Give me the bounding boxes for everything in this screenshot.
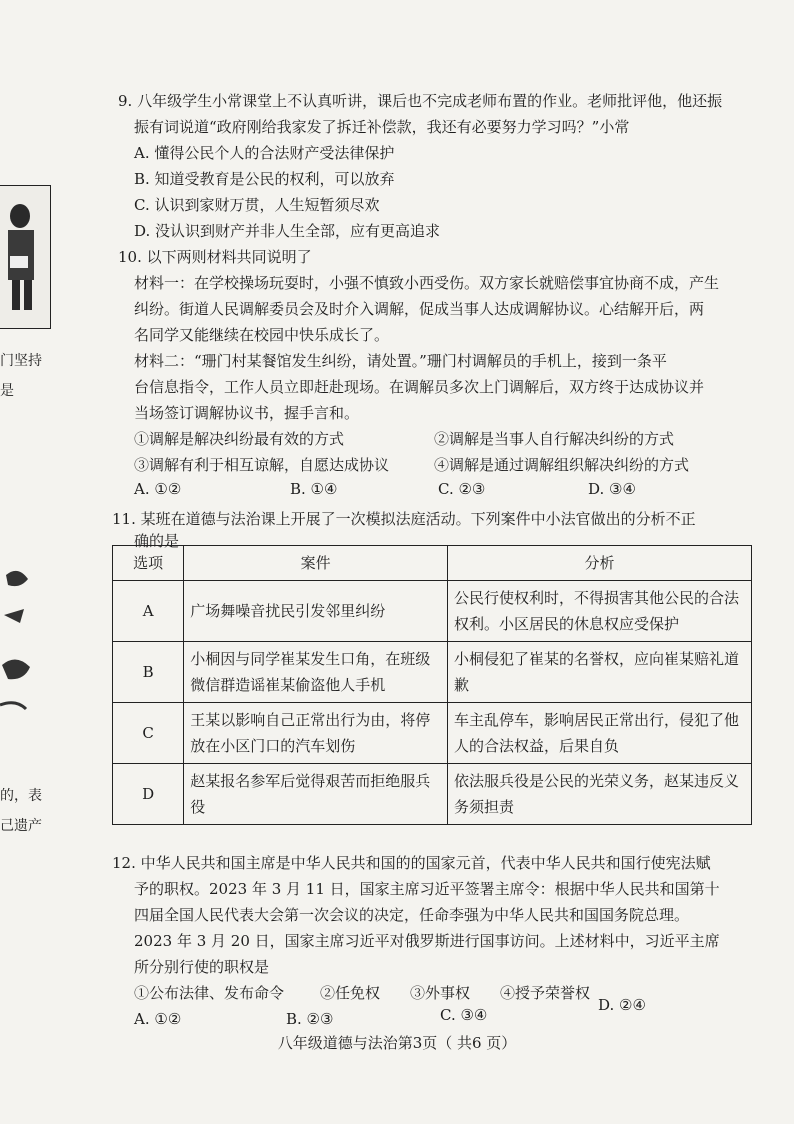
q12-item-1: ①公布法律、发布命令	[134, 984, 285, 1002]
q12-option-b: B. ②③	[286, 1010, 334, 1028]
q10-item-1: ①调解是解决纠纷最有效的方式	[134, 430, 345, 448]
case-analysis-table	[112, 545, 752, 825]
q12-stem-line5: 所分别行使的职权是	[134, 958, 270, 976]
row-option: B	[113, 642, 184, 703]
table-row	[113, 764, 752, 825]
q12-item-3: ③外事权	[410, 984, 471, 1002]
row-analysis: 依法服兵役是公民的光荣义务，赵某违反义务须担责	[448, 764, 752, 825]
q11-stem-line2: 确的是	[134, 532, 180, 550]
q9-stem-line1: 9. 八年级学生小常课堂上不认真听讲，课后也不完成老师布置的作业。老师批评他，他还振	[118, 92, 723, 110]
q12-stem-line1: 12. 中华人民共和国主席是中华人民共和国的的国家元首，代表中华人民共和国行使宪法赋	[112, 854, 711, 872]
q10-material1-line2: 纠纷。街道人民调解委员会及时介入调解，促成当事人达成调解协议。心结解开后，两	[134, 300, 705, 318]
q10-item-4: ④调解是通过调解组织解决纠纷的方式	[434, 456, 690, 474]
q10-item-3: ③调解有利于相互谅解，自愿达成协议	[134, 456, 390, 474]
q10-option-b: B. ①④	[290, 480, 338, 498]
row-case: 王某以影响自己正常出行为由，将停放在小区门口的汽车划伤	[184, 703, 448, 764]
q10-option-d: D. ③④	[588, 480, 636, 498]
q9-stem-line2: 振有词说道“政府刚给我家发了拆迁补偿款，我还有必要努力学习吗？”小常	[134, 118, 630, 136]
q10-option-a: A. ①②	[134, 480, 182, 498]
header-analysis: 分析	[448, 546, 752, 581]
q12-option-d: D. ②④	[598, 996, 646, 1014]
q9-option-c: C. 认识到家财万贯，人生短暂须尽欢	[134, 196, 380, 214]
q11-stem-line1: 11. 某班在道德与法治课上开展了一次模拟法庭活动。下列案件中小法官做出的分析不正	[112, 510, 696, 528]
q12-stem-line2: 予的职权。2023 年 3 月 11 日，国家主席习近平签署主席令：根据中华人民共和国第十	[134, 880, 720, 898]
left-fragment: 门坚持	[0, 353, 42, 369]
q10-material2-line1: 材料二：“珊门村某餐馆发生纠纷，请处置。”珊门村调解员的手机上，接到一条平	[134, 352, 667, 370]
q9-option-d: D. 没认识到财产并非人生全部，应有更高追求	[134, 222, 441, 240]
row-case: 广场舞噪音扰民引发邻里纠纷	[184, 581, 448, 642]
q12-stem-line3: 四届全国人民代表大会第一次会议的决定，任命李强为中华人民共和国国务院总理。	[134, 906, 690, 924]
row-analysis: 车主乱停车，影响居民正常出行，侵犯了他人的合法权益，后果自负	[448, 703, 752, 764]
table-header-row	[113, 546, 752, 581]
q10-item-2: ②调解是当事人自行解决纠纷的方式	[434, 430, 675, 448]
row-case: 小桐因与同学崔某发生口角，在班级微信群造谣崔某偷盗他人手机	[184, 642, 448, 703]
row-option: C	[113, 703, 184, 764]
row-option: A	[113, 581, 184, 642]
q12-option-a: A. ①②	[134, 1010, 182, 1028]
q12-item-4: ④授予荣誉权	[500, 984, 591, 1002]
q9-option-a: A. 懂得公民个人的合法财产受法律保护	[134, 144, 395, 162]
page-footer: 八年级道德与法治第3页（ 共6 页）	[277, 1034, 517, 1052]
left-fragment: 的，表	[0, 788, 42, 804]
table-row	[113, 581, 752, 642]
q10-material1-line3: 名同学又能继续在校园中快乐成长了。	[134, 326, 390, 344]
header-case: 案件	[184, 546, 448, 581]
table-row	[113, 703, 752, 764]
left-fragment: 己遗产	[0, 818, 42, 834]
q10-stem: 10. 以下两则材料共同说明了	[118, 248, 312, 266]
q12-item-2: ②任免权	[320, 984, 381, 1002]
q9-option-b: B. 知道受教育是公民的权利，可以放弃	[134, 170, 395, 188]
cartoon-illustration	[0, 185, 51, 329]
q10-material2-line3: 当场签订调解协议书，握手言和。	[134, 404, 360, 422]
q12-stem-line4: 2023 年 3 月 20 日，国家主席习近平对俄罗斯进行国事访问。上述材料中，习近平主席	[134, 932, 720, 950]
row-analysis: 小桐侵犯了崔某的名誉权，应向崔某赔礼道歉	[448, 642, 752, 703]
q10-material2-line2: 台信息指令，工作人员立即赶赴现场。在调解员多次上门调解后，双方终于达成协议并	[134, 378, 705, 396]
cartoon-illustration-fragment	[0, 555, 40, 725]
q12-option-c: C. ③④	[440, 1006, 488, 1024]
table-row	[113, 642, 752, 703]
q10-material1-line1: 材料一：在学校操场玩耍时，小强不慎致小西受伤。双方家长就赔偿事宜协商不成，产生	[134, 274, 720, 292]
left-fragment: 是	[0, 383, 14, 399]
row-analysis: 公民行使权利时，不得损害其他公民的合法权利。小区居民的休息权应受保护	[448, 581, 752, 642]
q10-option-c: C. ②③	[438, 480, 486, 498]
header-option: 选项	[113, 546, 184, 581]
row-option: D	[113, 764, 184, 825]
row-case: 赵某报名参军后觉得艰苦而拒绝服兵役	[184, 764, 448, 825]
